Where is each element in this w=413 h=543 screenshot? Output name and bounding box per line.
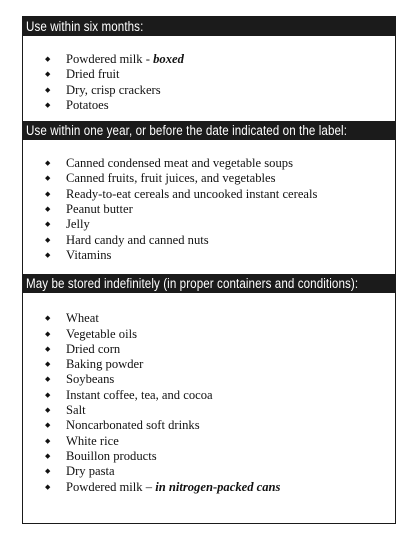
item-text: Canned condensed meat and vegetable soups <box>66 156 293 171</box>
item-text: Baking powder <box>66 357 144 372</box>
item-text: Dry pasta <box>66 464 115 479</box>
bullet-icon: ◆ <box>45 85 51 94</box>
bullet-icon: ◆ <box>45 421 51 430</box>
item-text: Peanut butter <box>66 202 133 217</box>
item-text: Bouillon products <box>66 448 157 463</box>
section-header <box>23 17 395 36</box>
item-text: Vegetable oils <box>66 326 137 341</box>
item-text: Noncarbonated soft drinks <box>66 418 200 433</box>
bullet-icon: ◆ <box>45 360 51 369</box>
item-text: Soybeans <box>66 372 115 387</box>
list-item <box>23 372 395 387</box>
bullet-icon: ◆ <box>45 189 51 198</box>
bullet-icon: ◆ <box>45 467 51 476</box>
bullet-icon: ◆ <box>45 344 51 353</box>
section-header <box>23 121 395 140</box>
bullet-icon: ◆ <box>45 406 51 415</box>
list-item <box>23 388 395 403</box>
bullet-icon: ◆ <box>45 250 51 259</box>
bullet-icon: ◆ <box>45 451 51 460</box>
list-item <box>23 480 395 495</box>
section-title: May be stored indefinitely (in proper containers and conditions): <box>26 276 359 292</box>
bullet-icon: ◆ <box>45 159 51 168</box>
food-storage-list <box>22 16 396 524</box>
list-item <box>23 98 395 113</box>
item-list <box>23 140 395 274</box>
list-item <box>23 327 395 342</box>
list-item <box>23 217 395 232</box>
bullet-icon: ◆ <box>45 205 51 214</box>
bullet-icon: ◆ <box>45 100 51 109</box>
bullet-icon: ◆ <box>45 174 51 183</box>
bullet-icon: ◆ <box>45 235 51 244</box>
section-one-year <box>23 121 395 274</box>
list-item <box>23 83 395 98</box>
list-item <box>23 52 395 67</box>
bullet-icon: ◆ <box>45 70 51 79</box>
item-text: Potatoes <box>66 97 109 112</box>
item-text: Jelly <box>66 217 90 232</box>
item-text: Dried corn <box>66 341 121 356</box>
item-text: Ready-to-eat cereals and uncooked instant cereals <box>66 186 318 201</box>
list-item <box>23 156 395 171</box>
item-list <box>23 293 395 495</box>
list-item <box>23 403 395 418</box>
item-text: Dried fruit <box>66 67 120 82</box>
item-list <box>23 36 395 121</box>
item-text: Powdered milk - <box>66 52 154 66</box>
item-text: Dry, crisp crackers <box>66 82 161 97</box>
item-text: Salt <box>66 403 86 418</box>
list-item <box>23 171 395 186</box>
section-title: Use within one year, or before the date indicated on the label: <box>26 123 348 139</box>
bullet-icon: ◆ <box>45 314 51 323</box>
item-text: Hard candy and canned nuts <box>66 232 209 247</box>
list-item <box>23 187 395 202</box>
bullet-icon: ◆ <box>45 375 51 384</box>
item-text: Wheat <box>66 311 99 326</box>
section-six-months <box>23 17 395 121</box>
list-item <box>23 311 395 326</box>
list-item <box>23 357 395 372</box>
bullet-icon: ◆ <box>45 482 51 491</box>
section-title: Use within six months: <box>26 19 144 34</box>
list-item <box>23 248 395 263</box>
item-text: White rice <box>66 433 119 448</box>
section-header <box>23 274 395 293</box>
item-text: Vitamins <box>66 247 112 262</box>
item-text: Powdered milk – <box>66 479 156 494</box>
list-item <box>23 233 395 248</box>
bullet-icon: ◆ <box>45 220 51 229</box>
section-indefinitely <box>23 274 395 495</box>
item-emphasis: in nitrogen-packed cans <box>155 479 281 494</box>
item-emphasis: boxed <box>153 52 184 66</box>
bullet-icon: ◆ <box>45 390 51 399</box>
list-item <box>23 449 395 464</box>
list-item <box>23 202 395 217</box>
bullet-icon: ◆ <box>45 55 51 63</box>
list-item <box>23 342 395 357</box>
bullet-icon: ◆ <box>45 436 51 445</box>
list-item <box>23 67 395 82</box>
list-item <box>23 464 395 479</box>
item-text: Canned fruits, fruit juices, and vegetables <box>66 171 276 186</box>
item-text: Instant coffee, tea, and cocoa <box>66 387 213 402</box>
list-item <box>23 418 395 433</box>
list-item <box>23 434 395 449</box>
bullet-icon: ◆ <box>45 329 51 338</box>
